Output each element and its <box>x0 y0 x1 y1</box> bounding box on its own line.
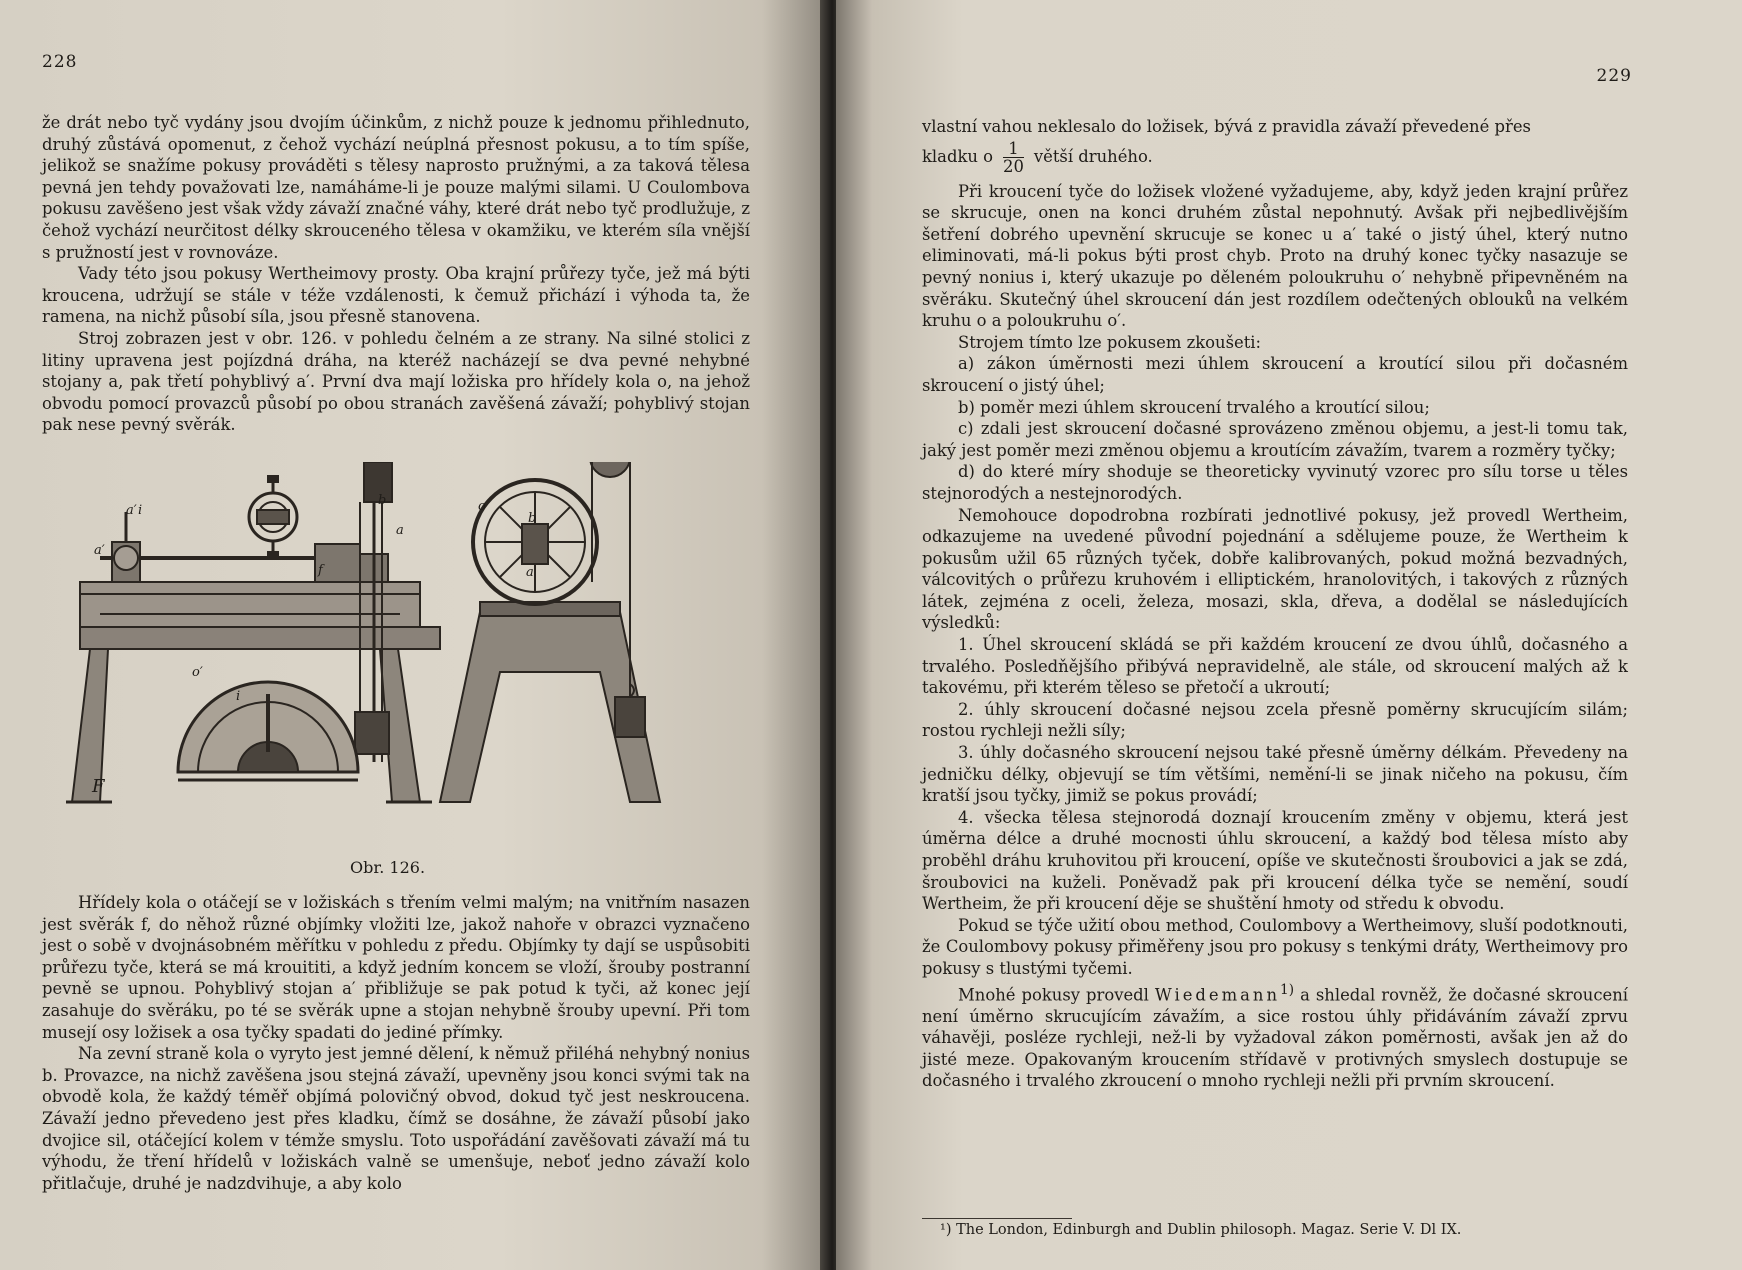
label-a-prime-top: a′ <box>126 503 137 518</box>
fraction-line <box>922 140 1628 175</box>
paragraph: Strojem tímto lze pokusem zkoušeti: <box>958 332 1262 352</box>
text-block <box>922 116 1628 1092</box>
fraction-denominator: 20 <box>1003 156 1024 176</box>
paragraph: Při kroucení tyče do ložisek vložené vyžadujeme, aby, když jeden krajní průřez se skrucuje, onen na konci druhém zůstal nepohnutý. Avšak při nejbedlivějším šetření dobrého upevnění skrucuje se konec u a′ také o jistý úhel, který nutno eliminovati, má-li pokus býti prost chyb. Proto na druhý konec tyčky nasazuje se pevný nonius i, který ukazuje po děleném poloukruhu o′ nehybně připevněném na svěráku. Skutečný úhel skroucení dán jest rozdílem odečtených oblouků na velkém kruhu o a poloukruhu o′. <box>922 181 1628 331</box>
text-span: větší druhého. <box>1033 146 1153 166</box>
paragraph: Stroj zobrazen jest v obr. 126. v pohledu čelném a ze strany. Na silné stolici z litiny upravena jest pojízdná dráha, na kteréž nacházejí se dva pevné nehybné stojany a, pak třetí pohyblivý a′. První dva mají ložiska pro hřídely kola o, na jehož obvodu pomocí provazců působí po obou stranách zavěšená závaží; pohyblivý stojan pak nese pevný svěrák. <box>42 328 750 435</box>
paragraph: Hřídely kola o otáčejí se v ložiskách s třením velmi malým; na vnitřním nasazen jest svěrák f, do něhož různé objímky vložiti lze, jakož nahoře v obrazci vyznačeno jest o sobě v dvojnásobném měřítku v pohledu z předu. Objímky ty dají se uspůsobiti průřezu tyče, která se má krouititi, a když jedním koncem se vloží, šrouby postranní pevně se upnou. Pohyblivý stojan a′ přibližuje se pak potud k tyči, až konec její zasahuje do svěráku, po té se svěrák upne a stojan nehybně šrouby upevní. Při tom musejí osy ložisek a osa tyčky spadati do jediné přímky. <box>42 893 750 1042</box>
paragraph <box>922 980 1628 1092</box>
list-item: 1. Úhel skroucení skládá se při každém kroucení ze dvou úhlů, dočasného a trvalého. Posledňějšího přibývá nepravidelně, ale stále, od skroucení malých až k takovému, při kterém těleso se přetočí a ukroutí; <box>922 635 1628 698</box>
footnote-text: The London, Edinburgh and Dublin philosoph. Magaz. Serie V. Dl IX. <box>956 1222 1462 1238</box>
label-o-prime: o′ <box>192 665 203 680</box>
label-a: a <box>396 523 404 538</box>
label-f: f <box>318 563 323 578</box>
author-name: Wiedemann <box>1154 985 1281 1005</box>
paragraph: Na zevní straně kola o vyryto jest jemné dělení, k němuž přiléhá nehybný nonius b. Provazce, na nichž zavěšena jsou stejná závaží, upevněny jsou konci svými tak na obvodě kola, že každý téměř objímá polovičný obvod, dokud tyč jest neskroucena. Závaží jedno převedeno jest přes kladku, čímž se dosáhne, že závaží působí jako dvojice sil, otáčející kolem v témže smyslu. Toto uspořádání zavěšovati závaží má tu výhodu, že tření hřídelů v ložiskách valně se umenšuje, neboť jedno závaží kolo přitlačuje, druhé je nadzdvihuje, a aby kolo <box>42 1044 750 1193</box>
label-a-wheel: a <box>526 565 534 580</box>
label-b: b <box>378 493 387 508</box>
figure-126-illustration <box>60 462 760 852</box>
right-page <box>836 0 1742 1270</box>
left-page <box>0 0 828 1270</box>
list-item: 4. všecka tělesa stejnorodá doznají kroucením změny v objemu, která jest úměrna délce a druhé mocnosti úhlu skroucení, a každý bod tělesa místo aby proběhl dráhu kruhovitou při kroucení, opíše ve skutečnosti šroubovici a jak se zdá, šroubovici na kuželi. Poněvadž pak při kroucení délka tyče se nemění, soudí Wertheim, že při kroucení děje se shuštění hmoty od středu k obvodu. <box>922 807 1628 914</box>
list-item: c) zdali jest skroucení dočasné sprovázeno změnou objemu, a jest-li tomu tak, jaký jest poměr mezi změnou objemu a kroutícím závažím, tvarem a rozměry tyčky; <box>922 419 1628 460</box>
text-span: a shledal rovněž, že dočasné skroucení není úměrno skrucujícím závažím, a sice rostou úhly přidáváním závaží zprvu váhavěji, posléze rychleji, než-li by vyžadoval zákon poměrnosti, avšak jen až do jisté meze. Opakovaným kroucením střídavě v protivných smyslech dostupuje se dočasného i trvalého zkroucení o mnoho rychleji nežli při prvním skroucení. <box>922 985 1628 1091</box>
list-item: 2. úhly skroucení dočasné nejsou zcela přesně poměrny skrucujícím silám; rostou rychleji nežli síly; <box>922 699 1628 741</box>
footnote <box>940 1222 1640 1238</box>
list-item: 3. úhly dočasného skroucení nejsou také přesně úměrny délkám. Převedeny na jedničku délky, objevují se tím většími, nemění-li se jinak ničeho na pokusu, čím kratší jsou tyčky, jimiž se pokus provádí; <box>922 743 1628 806</box>
fraction-numerator: 1 <box>1003 140 1024 158</box>
text-span: Mnohé pokusy provedl <box>958 985 1149 1005</box>
list-item: d) do které míry shoduje se theoreticky vyvinutý vzorec pro sílu torse u těles stejnorodých a nestejnorodých. <box>922 462 1628 503</box>
paragraph: Nemohouce dopodrobna rozbírati jednotlivé pokusy, jež provedl Wertheim, odkazujeme na uvedené původní pojednání a sdělujeme pouze, že Wertheim k pokusům užil 65 různých tyček, dobře kalibrovaných, pokud možná bezvadných, válcovitých o průřezu kruhovém i elliptickém, hranolovitých, i takových z různých látek, zejména z oceli, železa, mosazi, skla, dřeva, a dodělal se následujících výsledků: <box>922 505 1628 633</box>
text-block-top <box>42 112 750 436</box>
label-b-wheel: b <box>528 511 537 526</box>
text-span: kladku o <box>922 146 994 166</box>
label-o-wheel: o <box>478 499 486 514</box>
text-block-bottom <box>42 892 750 1194</box>
figure-caption: Obr. 126. <box>350 858 426 877</box>
footnote-reference: 1) <box>1280 981 1295 998</box>
list-item: a) zákon úměrnosti mezi úhlem skroucení a kroutící silou při dočasném skroucení o jistý úhel; <box>922 354 1628 395</box>
engraver-monogram: F <box>92 776 105 797</box>
page-number: 228 <box>42 52 78 72</box>
paragraph: Pokud se týče užití obou method, Coulombovy a Wertheimovy, sluší podotknouti, že Coulombovy pokusy přiměřeny jsou pro pokusy s tenkými dráty, Wertheimovy pro pokusy s tlustými tyčemi. <box>922 915 1628 978</box>
footnote-mark: ¹) <box>940 1222 952 1238</box>
paragraph: že drát nebo tyč vydány jsou dvojím účinkům, z nichž pouze k jednomu přihlednuto, druhý zůstává opomenut, z čehož vychází neúplná přesnost pokusu, a to tím spíše, jelikož se snažíme pokusy prováděti s tělesy naprosto pružnými, a za taková tělesa pevná jen tehdy považovati lze, namáháme-li je pouze malými silami. U Coulombova pokusu zavěšeno jest však vždy závaží značné váhy, které drát nebo tyč prodlužuje, z čehož vychází neurčitost délky skrouceného tělesa v okamžiku, ve kterém síla vnější s pružností jest v rovnováze. <box>42 113 750 262</box>
list-item: b) poměr mezi úhlem skroucení trvalého a kroutící silou; <box>958 397 1430 417</box>
footnote-divider <box>922 1218 1072 1219</box>
label-i-top: i <box>138 503 143 518</box>
paragraph: Vady této jsou pokusy Wertheimovy prosty. Oba krajní průřezy tyče, jež má býti kroucena, udržují se stále v téže vzdálenosti, k čemuž přichází i výhoda ta, že ramena, na nichž působí síla, jsou přesně stanovena. <box>42 264 750 327</box>
paragraph: vlastní vahou neklesalo do ložisek, bývá z pravidla závaží převedené přes <box>922 117 1531 136</box>
fraction <box>1003 140 1024 175</box>
label-i-protractor: i <box>236 689 241 704</box>
page-number: 229 <box>1596 66 1632 86</box>
label-a-prime-left: a′ <box>94 543 105 558</box>
